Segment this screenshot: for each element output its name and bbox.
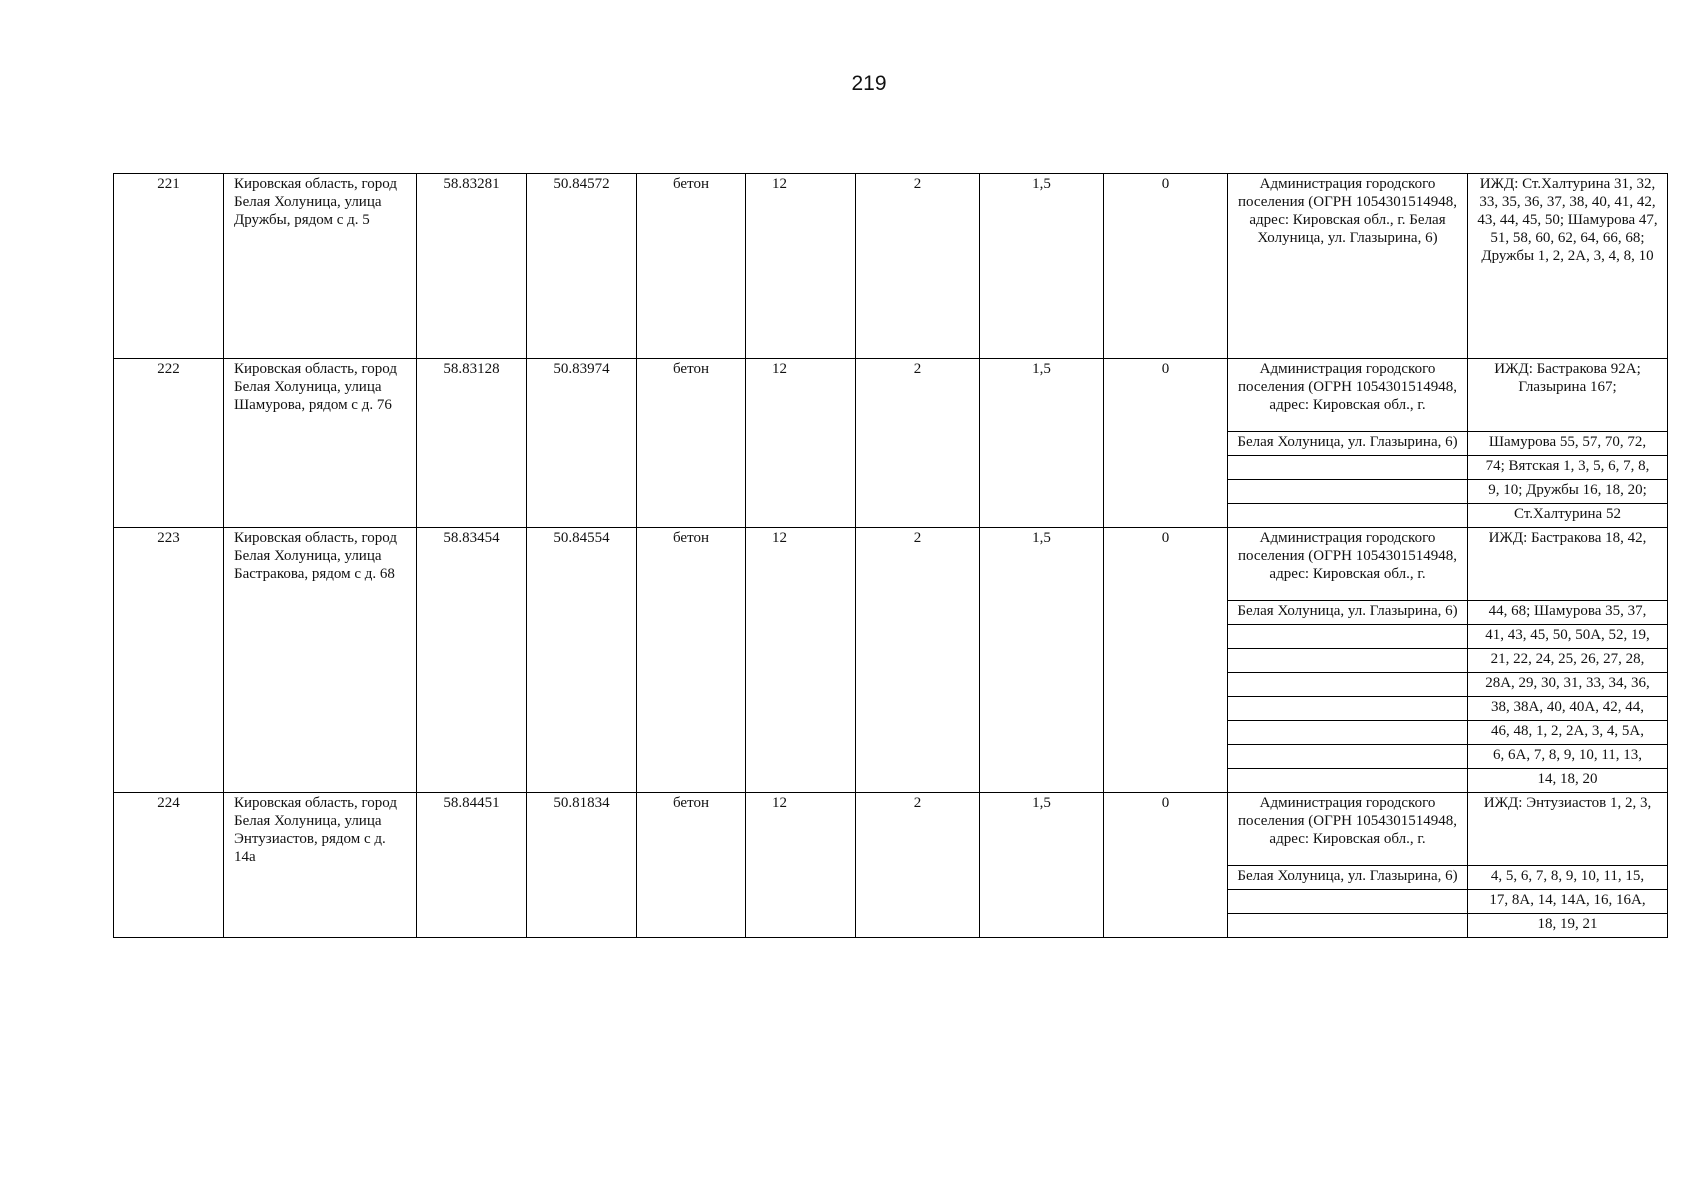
site-owner (1228, 649, 1468, 673)
site-waste-sources: Шамурова 55, 57, 70, 72, (1468, 432, 1668, 456)
site-waste-sources: 6, 6А, 7, 8, 9, 10, 11, 13, (1468, 745, 1668, 769)
site-waste-sources: Ст.Халтурина 52 (1468, 504, 1668, 528)
site-waste-sources: 4, 5, 6, 7, 8, 9, 10, 11, 15, (1468, 866, 1668, 890)
site-number: 224 (114, 793, 224, 938)
site-owner: Белая Холуница, ул. Глазырина, 6) (1228, 601, 1468, 625)
site-owner (1228, 745, 1468, 769)
site-address: Кировская область, город Белая Холуница, улица Дружбы, рядом с д. 5 (224, 174, 417, 359)
site-area: 12 (746, 528, 856, 793)
site-latitude: 58.83128 (417, 359, 527, 528)
site-waste-sources: 9, 10; Дружбы 16, 18, 20; (1468, 480, 1668, 504)
site-owner (1228, 673, 1468, 697)
site-surface-material: бетон (637, 359, 746, 528)
site-waste-sources: 18, 19, 21 (1468, 914, 1668, 938)
site-number: 222 (114, 359, 224, 528)
site-waste-sources: ИЖД: Бастракова 92А; Глазырина 167; (1468, 359, 1668, 432)
site-owner: Администрация городского поселения (ОГРН 1054301514948, адрес: Кировская обл., г. (1228, 359, 1468, 432)
site-number: 223 (114, 528, 224, 793)
site-owner: Белая Холуница, ул. Глазырина, 6) (1228, 866, 1468, 890)
page-number: 219 (851, 72, 887, 95)
site-longitude: 50.83974 (527, 359, 637, 528)
site-container-count: 2 (856, 793, 980, 938)
site-area: 12 (746, 359, 856, 528)
site-container-count: 2 (856, 174, 980, 359)
site-separate-containers: 0 (1104, 793, 1228, 938)
site-waste-sources: 28А, 29, 30, 31, 33, 34, 36, (1468, 673, 1668, 697)
site-owner (1228, 456, 1468, 480)
table-row (114, 793, 1668, 866)
site-number: 221 (114, 174, 224, 359)
site-owner: Администрация городского поселения (ОГРН 1054301514948, адрес: Кировская обл., г. (1228, 528, 1468, 601)
site-owner: Администрация городского поселения (ОГРН 1054301514948, адрес: Кировская обл., г. (1228, 793, 1468, 866)
site-separate-containers: 0 (1104, 528, 1228, 793)
site-longitude: 50.84572 (527, 174, 637, 359)
site-address: Кировская область, город Белая Холуница, улица Шамурова, рядом с д. 76 (224, 359, 417, 528)
site-waste-sources: 44, 68; Шамурова 35, 37, (1468, 601, 1668, 625)
site-area: 12 (746, 174, 856, 359)
site-owner (1228, 914, 1468, 938)
waste-sites-table (113, 173, 1668, 938)
site-container-volume: 1,5 (980, 359, 1104, 528)
table-row (114, 528, 1668, 601)
site-owner: Администрация городского поселения (ОГРН 1054301514948, адрес: Кировская обл., г. Белая Холуница, ул. Глазырина, 6) (1228, 174, 1468, 359)
site-container-volume: 1,5 (980, 793, 1104, 938)
site-longitude: 50.84554 (527, 528, 637, 793)
site-waste-sources: 46, 48, 1, 2, 2А, 3, 4, 5А, (1468, 721, 1668, 745)
site-separate-containers: 0 (1104, 359, 1228, 528)
site-container-count: 2 (856, 359, 980, 528)
site-owner (1228, 697, 1468, 721)
site-owner: Белая Холуница, ул. Глазырина, 6) (1228, 432, 1468, 456)
site-waste-sources: 14, 18, 20 (1468, 769, 1668, 793)
site-surface-material: бетон (637, 174, 746, 359)
table-row (114, 174, 1668, 359)
site-waste-sources: 41, 43, 45, 50, 50А, 52, 19, (1468, 625, 1668, 649)
site-owner (1228, 769, 1468, 793)
site-waste-sources: 17, 8А, 14, 14А, 16, 16А, (1468, 890, 1668, 914)
table-row (114, 359, 1668, 432)
site-waste-sources: ИЖД: Энтузиастов 1, 2, 3, (1468, 793, 1668, 866)
site-latitude: 58.84451 (417, 793, 527, 938)
site-container-volume: 1,5 (980, 528, 1104, 793)
site-address: Кировская область, город Белая Холуница, улица Энтузиастов, рядом с д. 14а (224, 793, 417, 938)
site-owner (1228, 504, 1468, 528)
table-body (114, 174, 1668, 938)
site-container-count: 2 (856, 528, 980, 793)
site-longitude: 50.81834 (527, 793, 637, 938)
site-waste-sources: 74; Вятская 1, 3, 5, 6, 7, 8, (1468, 456, 1668, 480)
site-latitude: 58.83454 (417, 528, 527, 793)
site-owner (1228, 721, 1468, 745)
site-separate-containers: 0 (1104, 174, 1228, 359)
site-waste-sources: 21, 22, 24, 25, 26, 27, 28, (1468, 649, 1668, 673)
site-waste-sources: ИЖД: Бастракова 18, 42, (1468, 528, 1668, 601)
site-owner (1228, 625, 1468, 649)
site-area: 12 (746, 793, 856, 938)
site-waste-sources: ИЖД: Ст.Халтурина 31, 32, 33, 35, 36, 37, 38, 40, 41, 42, 43, 44, 45, 50; Шамурова 47, 51, 58, 60, 62, 64, 66, 68; Дружбы 1, 2, 2А, 3, 4, 8, 10 (1468, 174, 1668, 359)
site-surface-material: бетон (637, 528, 746, 793)
site-address: Кировская область, город Белая Холуница, улица Бастракова, рядом с д. 68 (224, 528, 417, 793)
site-latitude: 58.83281 (417, 174, 527, 359)
site-waste-sources: 38, 38А, 40, 40А, 42, 44, (1468, 697, 1668, 721)
site-surface-material: бетон (637, 793, 746, 938)
site-owner (1228, 890, 1468, 914)
site-owner (1228, 480, 1468, 504)
site-container-volume: 1,5 (980, 174, 1104, 359)
